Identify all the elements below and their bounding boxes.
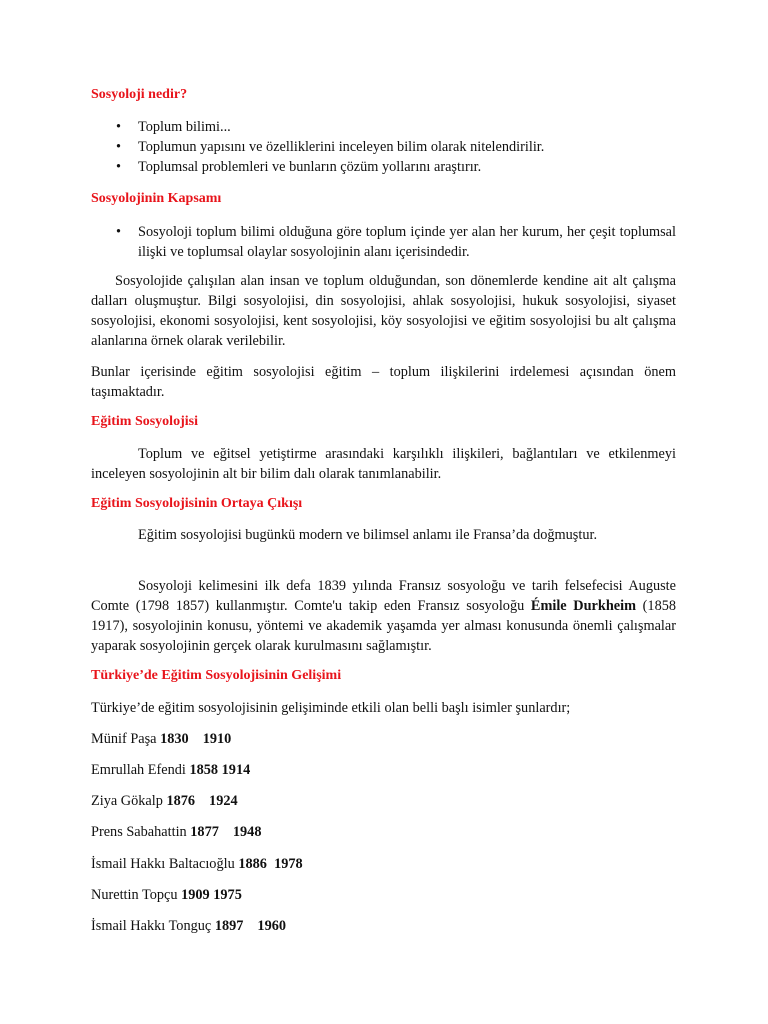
paragraph-egitim-tanim: Toplum ve eğitsel yetiştirme arasındaki karşılıklı ilişkileri, bağlantıları ve etkilenmeyi inceleyen sosyolojinin alt bir bilim dalı olarak tanımlanabilir.: [91, 446, 676, 482]
paragraph-turkiye: Türkiye’de eğitim sosyolojisinin gelişiminde etkili olan belli başlı isimler şunlardır;: [91, 700, 571, 716]
paragraph-comte-durkheim: Sosyoloji kelimesini ilk defa 1839 yılında Fransız sosyoloğu ve tarih felsefecisi Auguste Comte (1798 1857) kullanmıştır. Comte'u takip eden Fransız sosyoloğu Émile Durkheim (1858 1917), sosyolojinin konusu, yöntemi ve akademik yaşamda yer alması konusunda önemli çalışmalar yaparak sosyolojinin gerçek olarak kurulmasını sağlamıştır.: [91, 578, 677, 654]
heading-egitim-sosyolojisi: Eğitim Sosyolojisi: [91, 414, 198, 429]
heading-sosyoloji-nedir: Sosyoloji nedir?: [91, 87, 188, 102]
paragraph-fransa: Eğitim sosyolojisi bugünkü modern ve bilimsel anlamı ile Fransa’da doğmuştur.: [138, 527, 598, 543]
durkheim-name: Émile Durkheim: [530, 598, 637, 614]
heading-ortaya-cikisi: Eğitim Sosyolojisinin Ortaya Çıkışı: [91, 496, 303, 511]
bullet-icon: •: [116, 159, 122, 175]
bullet-icon: •: [116, 224, 122, 240]
person-entry: Emrullah Efendi 1858 1914: [91, 762, 251, 778]
list-item: • Sosyoloji toplum bilimi olduğuna göre toplum içinde yer alan her kurum, her çeşit toplumsal ilişki ve toplumsal olaylar sosyolojinin alanı içerisindedir.: [116, 224, 676, 260]
person-entry: Münif Paşa 1830 1910: [91, 731, 232, 747]
bullet-icon: •: [116, 119, 122, 135]
person-entry: Nurettin Topçu 1909 1975: [91, 887, 242, 903]
heading-kapsam: Sosyolojinin Kapsamı: [91, 191, 222, 206]
person-entry: Ziya Gökalp 1876 1924: [91, 793, 238, 809]
bullet-list-kapsam: [91, 222, 676, 262]
bullet-list-definition: [91, 117, 676, 177]
person-entry: İsmail Hakkı Tonguç 1897 1960: [91, 918, 287, 934]
bullet-icon: •: [116, 139, 122, 155]
heading-turkiye: Türkiye’de Eğitim Sosyolojisinin Gelişimi: [91, 668, 342, 683]
paragraph-bunlar: Bunlar içerisinde eğitim sosyolojisi eğitim – toplum ilişkilerini irdelemesi açısından önem taşımaktadır.: [91, 364, 676, 400]
person-entry: Prens Sabahattin 1877 1948: [91, 824, 262, 840]
person-entry: İsmail Hakkı Baltacıoğlu 1886 1978: [91, 856, 303, 872]
list-item: • Toplumun yapısını ve özelliklerini inceleyen bilim olarak nitelendirilir.: [116, 139, 545, 155]
list-item: • Toplum bilimi...: [116, 119, 231, 135]
list-item: • Toplumsal problemleri ve bunların çözüm yollarını araştırır.: [116, 159, 482, 175]
paragraph-alt-dallar: Sosyolojide çalışılan alan insan ve toplum olduğundan, son dönemlerde kendine ait alt çalışma dalları oluşmuştur. Bilgi sosyolojisi, din sosyolojisi, ahlak sosyolojisi, hukuk sosyolojisi, siyaset sosyolojisi, ekonomi sosyolojisi, kent sosyolojisi, köy sosyolojisi ve eğitim sosyolojisi bu alt çalışma alanlarına örnek olarak verilebilir.: [91, 273, 676, 349]
